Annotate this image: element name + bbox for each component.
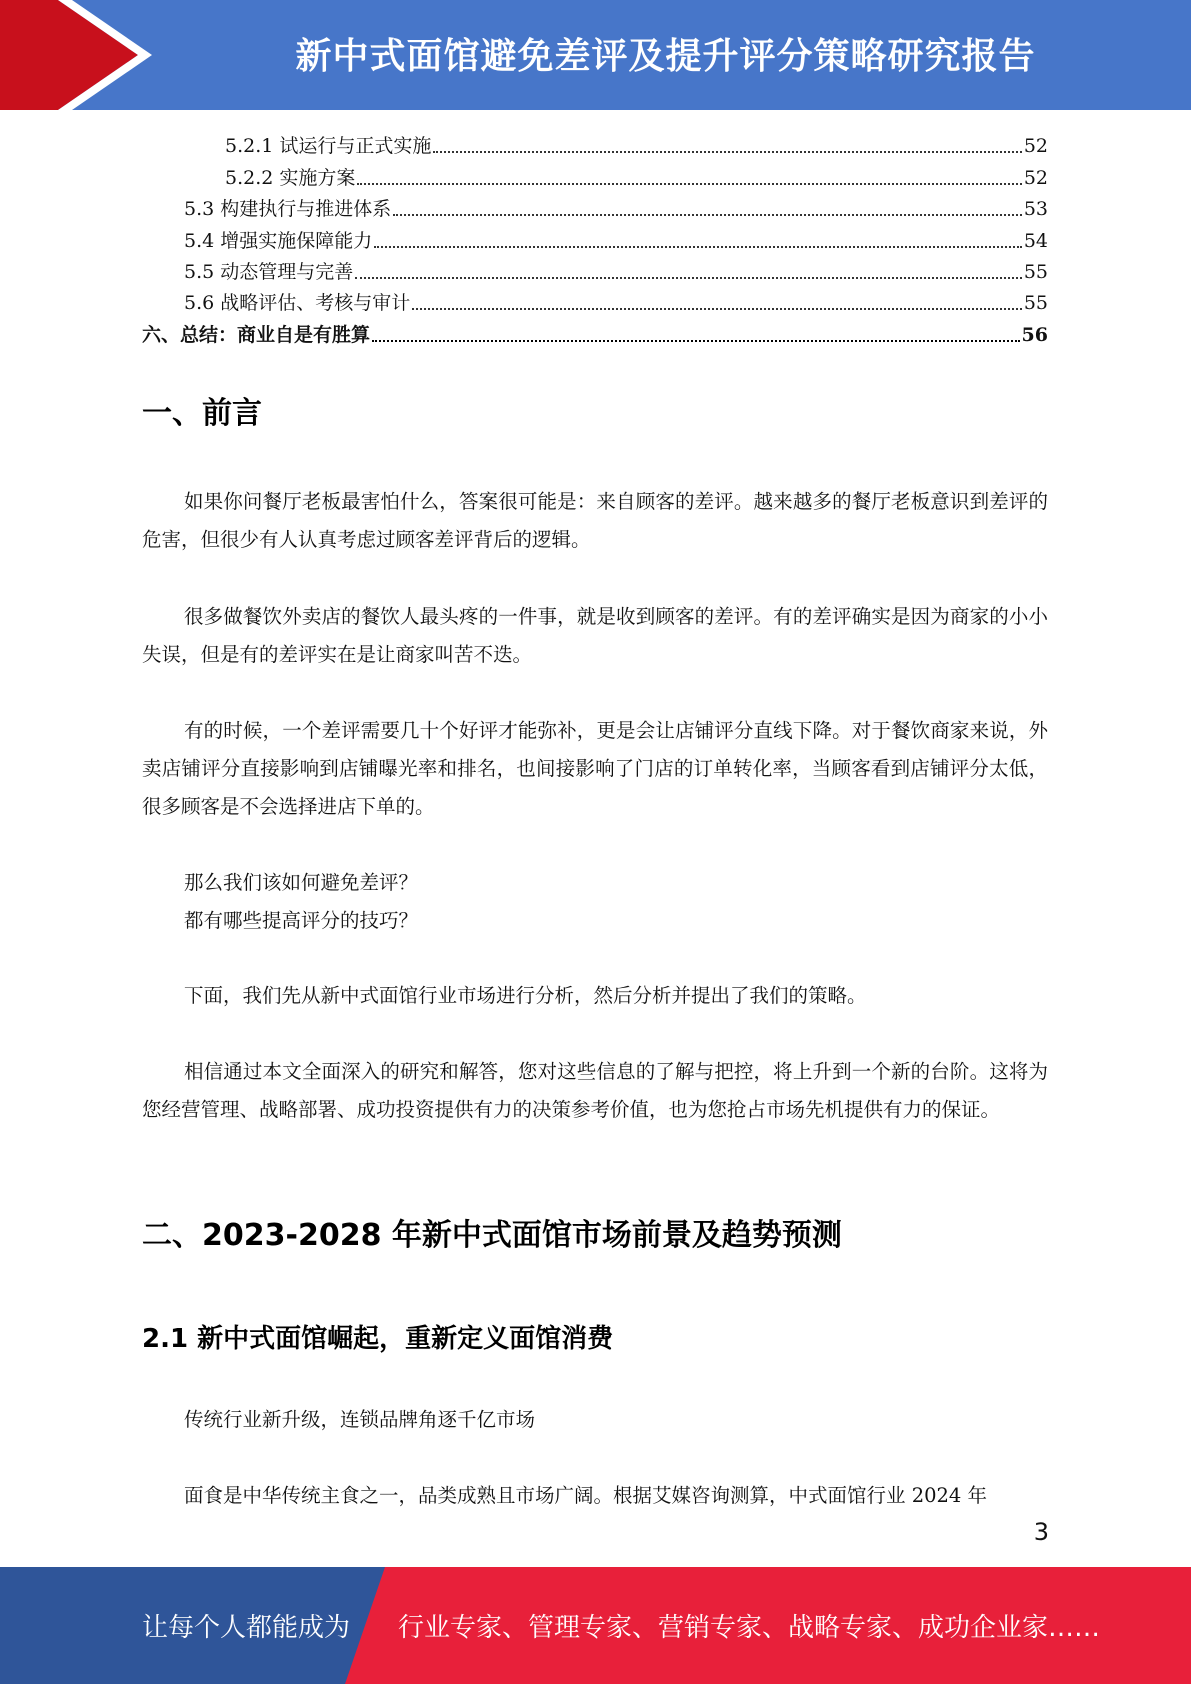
- question-line: 都有哪些提高评分的技巧？: [184, 909, 419, 932]
- toc-entry[interactable]: [142, 128, 1048, 159]
- toc-entry-label: 5.5 动态管理与完善: [184, 260, 354, 283]
- paragraph-lead: 传统行业新升级，连锁品牌角逐千亿市场: [184, 1408, 536, 1431]
- toc-leader-dots: [357, 183, 1021, 185]
- toc-entry-page: 55: [1023, 260, 1048, 283]
- toc-leader-dots: [374, 246, 1022, 248]
- paragraph: 相信通过本文全面深入的研究和解答，您对这些信息的了解与把控，将上升到一个新的台阶。这将为您经营管理、战略部署、成功投资提供有力的决策参考价值，也为您抢占市场先机提供有力的保证。: [142, 1060, 1048, 1121]
- paragraph: 面食是中华传统主食之一，品类成熟且市场广阔。根据艾媒咨询测算，中式面馆行业 2024 年: [184, 1484, 988, 1507]
- toc-entry-label: 六、总结：商业自是有胜算: [142, 323, 371, 346]
- subsection-heading: 2.1 新中式面馆崛起，重新定义面馆消费: [142, 1324, 614, 1354]
- toc-entry[interactable]: [142, 159, 1048, 190]
- table-of-contents: [142, 128, 1048, 348]
- header-arrow-decoration: [0, 0, 160, 110]
- toc-entry-label: 5.2.2 实施方案: [225, 166, 356, 189]
- toc-entry-label: 5.6 战略评估、考核与审计: [184, 292, 411, 315]
- question-line: 那么我们该如何避免差评？: [184, 871, 419, 894]
- toc-leader-dots: [393, 214, 1022, 216]
- toc-entry[interactable]: [142, 254, 1048, 285]
- toc-entry[interactable]: [142, 316, 1048, 347]
- toc-entry-label: 5.2.1 试运行与正式实施: [225, 135, 432, 158]
- header-title: 新中式面馆避免差评及提升评分策略研究报告: [295, 35, 1036, 77]
- paragraph: 很多做餐饮外卖店的餐饮人最头疼的一件事，就是收到顾客的差评。有的差评确实是因为商家的小小失误，但是有的差评实在是让商家叫苦不迭。: [142, 605, 1048, 666]
- toc-entry-page: 56: [1021, 323, 1048, 346]
- toc-entry[interactable]: [142, 191, 1048, 222]
- toc-entry-label: 5.3 构建执行与推进体系: [184, 198, 392, 221]
- toc-leader-dots: [355, 277, 1022, 279]
- toc-entry[interactable]: [142, 285, 1048, 316]
- section-heading: 二、2023-2028 年新中式面馆市场前景及趋势预测: [142, 1218, 842, 1253]
- paragraph: 下面，我们先从新中式面馆行业市场进行分析，然后分析并提出了我们的策略。: [184, 984, 867, 1007]
- toc-entry-page: 55: [1023, 292, 1048, 315]
- footer-slogan-right: 行业专家、管理专家、营销专家、战略专家、成功企业家……: [398, 1613, 1101, 1643]
- toc-leader-dots: [372, 340, 1020, 342]
- toc-entry[interactable]: [142, 222, 1048, 253]
- section-heading: 一、前言: [142, 396, 262, 431]
- paragraph: 有的时候，一个差评需要几十个好评才能弥补，更是会让店铺评分直线下降。对于餐饮商家来说，外卖店铺评分直接影响到店铺曝光率和排名，也间接影响了门店的订单转化率，当顾客看到店铺评分太低，很多顾客是不会选择进店下单的。: [142, 719, 1048, 818]
- toc-leader-dots: [433, 151, 1021, 153]
- toc-leader-dots: [412, 308, 1022, 310]
- toc-entry-page: 54: [1023, 229, 1048, 252]
- toc-entry-page: 53: [1023, 198, 1048, 221]
- footer-slogan-left: 让每个人都能成为: [142, 1613, 351, 1643]
- page-header: [0, 0, 1191, 110]
- paragraph: 如果你问餐厅老板最害怕什么，答案很可能是：来自顾客的差评。越来越多的餐厅老板意识到差评的危害，但很少有人认真考虑过顾客差评背后的逻辑。: [142, 490, 1048, 551]
- toc-entry-page: 52: [1023, 166, 1048, 189]
- toc-entry-page: 52: [1023, 135, 1048, 158]
- page-footer: [0, 1567, 1191, 1684]
- page-number: 3: [1033, 1518, 1049, 1546]
- toc-entry-label: 5.4 增强实施保障能力: [184, 229, 373, 252]
